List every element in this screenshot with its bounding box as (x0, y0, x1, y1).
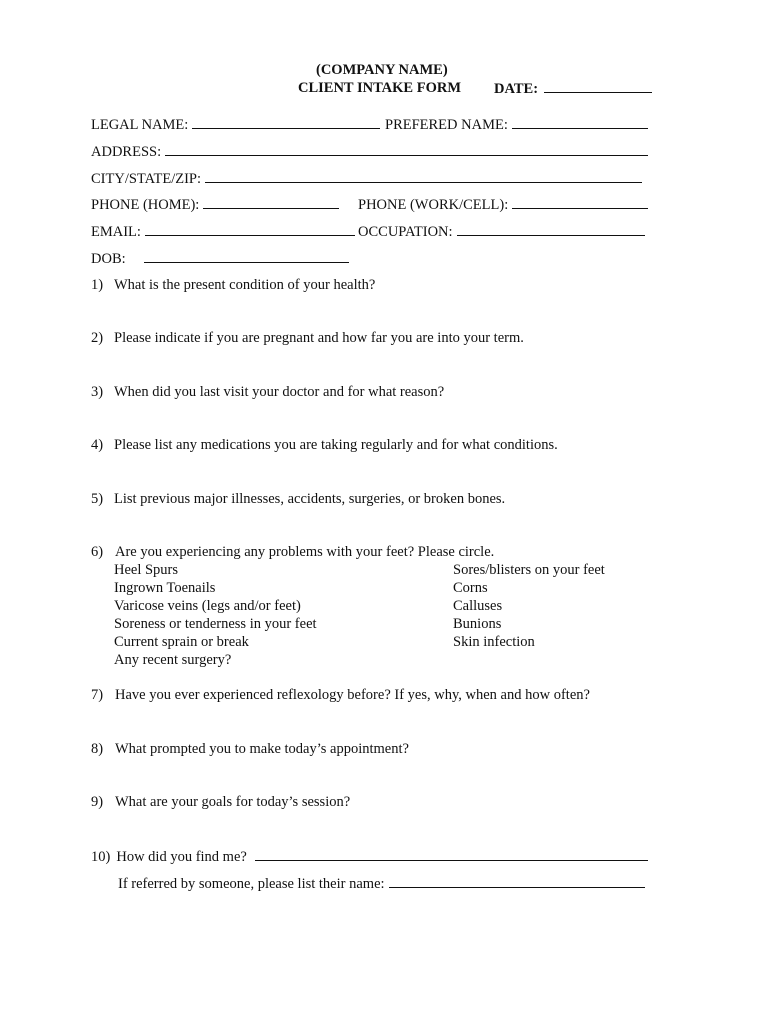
legal-name-input-line[interactable] (192, 115, 380, 129)
question-number: 1) (91, 277, 104, 293)
prefered-name-field (385, 115, 648, 134)
question-1 (91, 276, 376, 294)
referral-input-line[interactable] (389, 874, 645, 888)
question-10 (91, 847, 648, 866)
question-number: 5) (91, 491, 104, 507)
question-number: 4) (91, 437, 104, 453)
email-field (91, 222, 355, 241)
feet-option-calluses[interactable]: Calluses (453, 598, 503, 614)
question-text: List previous major illnesses, accidents, surgeries, or broken bones. (114, 491, 506, 507)
feet-option-sprain[interactable]: Current sprain or break (114, 634, 249, 650)
question-2 (91, 329, 524, 347)
feet-option-heel-spurs[interactable]: Heel Spurs (114, 562, 179, 578)
phone-work-field (358, 195, 648, 214)
question-6 (91, 543, 495, 561)
question-text: Have you ever experienced reflexology before? If yes, why, when and how often? (115, 687, 590, 703)
feet-option-recent-surgery[interactable]: Any recent surgery? (114, 652, 232, 668)
address-label: ADDRESS: (91, 144, 162, 160)
question-text: Please list any medications you are taking regularly and for what conditions. (114, 437, 558, 453)
referral-field (118, 874, 645, 893)
question-number: 2) (91, 330, 104, 346)
phone-home-input-line[interactable] (203, 195, 339, 209)
date-label: DATE: (494, 81, 539, 97)
feet-option-varicose-veins[interactable]: Varicose veins (legs and/or feet) (114, 598, 301, 614)
date-field (494, 79, 652, 98)
city-state-zip-field (91, 169, 642, 188)
legal-name-field (91, 115, 380, 134)
date-input-line[interactable] (544, 79, 652, 93)
question-3 (91, 383, 445, 401)
question-number: 10) (91, 849, 111, 865)
feet-option-corns[interactable]: Corns (453, 580, 488, 596)
question-number: 6) (91, 544, 104, 560)
question-text: When did you last visit your doctor and for what reason? (114, 384, 445, 400)
prefered-name-input-line[interactable] (512, 115, 648, 129)
email-input-line[interactable] (145, 222, 355, 236)
feet-option-bunions[interactable]: Bunions (453, 616, 502, 632)
occupation-field (358, 222, 645, 241)
email-label: EMAIL: (91, 224, 141, 240)
address-field (91, 142, 648, 161)
feet-option-sores-blisters[interactable]: Sores/blisters on your feet (453, 562, 605, 578)
find-me-input-line[interactable] (255, 847, 648, 861)
phone-home-label: PHONE (HOME): (91, 197, 200, 213)
question-text: What prompted you to make today’s appointment? (115, 741, 409, 757)
dob-label: DOB: (91, 251, 126, 267)
feet-option-soreness[interactable]: Soreness or tenderness in your feet (114, 616, 317, 632)
phone-work-label: PHONE (WORK/CELL): (358, 197, 509, 213)
question-number: 3) (91, 384, 104, 400)
dob-input-line[interactable] (144, 249, 349, 263)
question-7 (91, 686, 590, 704)
feet-option-skin-infection[interactable]: Skin infection (453, 634, 535, 650)
question-number: 7) (91, 687, 104, 703)
address-input-line[interactable] (165, 142, 648, 156)
question-text: How did you find me? (116, 849, 247, 865)
question-text: Are you experiencing any problems with your feet? Please circle. (115, 544, 495, 560)
question-number: 8) (91, 741, 104, 757)
phone-home-field (91, 195, 339, 214)
question-text: What is the present condition of your health? (114, 277, 376, 293)
form-title: CLIENT INTAKE FORM (298, 80, 462, 96)
occupation-label: OCCUPATION: (358, 224, 453, 240)
feet-option-ingrown-toenails[interactable]: Ingrown Toenails (114, 580, 216, 596)
occupation-input-line[interactable] (457, 222, 645, 236)
legal-name-label: LEGAL NAME: (91, 117, 189, 133)
question-text: Please indicate if you are pregnant and how far you are into your term. (114, 330, 524, 346)
referral-label: If referred by someone, please list their name: (118, 876, 385, 892)
question-5 (91, 490, 506, 508)
city-state-zip-label: CITY/STATE/ZIP: (91, 171, 202, 187)
dob-field (91, 249, 349, 268)
city-state-zip-input-line[interactable] (205, 169, 642, 183)
question-8 (91, 740, 409, 758)
question-9 (91, 793, 351, 811)
phone-work-input-line[interactable] (512, 195, 648, 209)
company-name: (COMPANY NAME) (316, 62, 448, 78)
prefered-name-label: PREFERED NAME: (385, 117, 508, 133)
question-number: 9) (91, 794, 104, 810)
question-4 (91, 436, 558, 454)
question-text: What are your goals for today’s session? (115, 794, 351, 810)
